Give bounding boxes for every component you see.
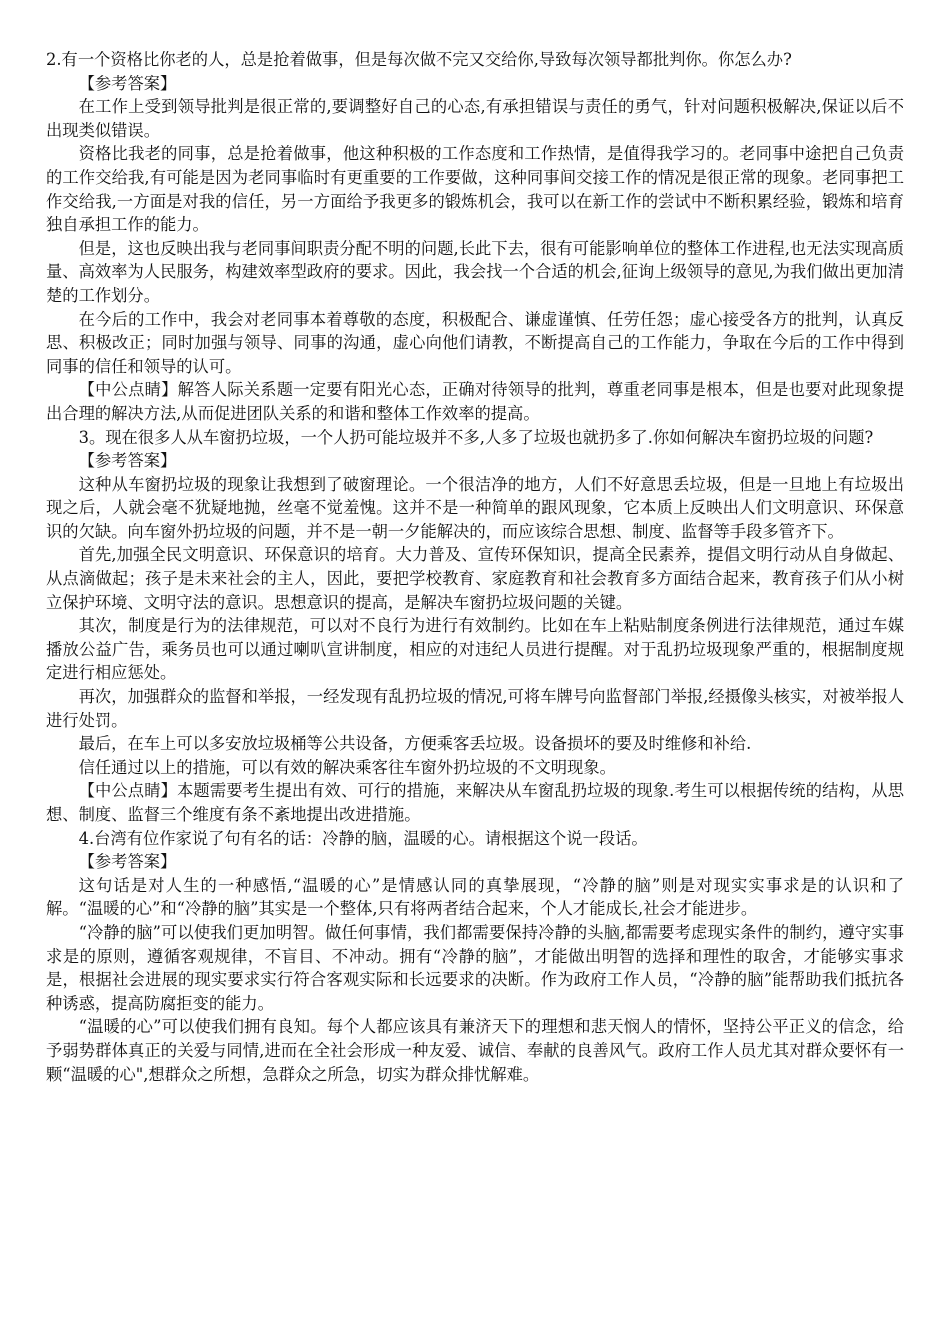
paragraph: 在工作上受到领导批判是很正常的,要调整好自己的心态,有承担错误与责任的勇气，针对问题积极解决,保证以后不出现类似错误。 bbox=[46, 97, 904, 140]
question-3: 3。现在很多人从车窗扔垃圾，一个人扔可能垃圾并不多,人多了垃圾也就扔多了.你如何解决车窗扔垃圾的问题? bbox=[78, 427, 874, 447]
paragraph: 首先,加强全民文明意识、环保意识的培育。大力普及、宣传环保知识，提高全民素养，提倡文明行动从自身做起、从点滴做起；孩子是未来社会的主人，因此，要把学校教育、家庭教育和社会教育多方面结合起来，教育孩子们从小树立保护环境、文明守法的意识。思想意识的提高，是解决车窗扔垃圾问题的关键。 bbox=[46, 545, 904, 612]
paragraph: 其次，制度是行为的法律规范，可以对不良行为进行有效制约。比如在车上粘贴制度条例进行法律规范，通过车媒播放公益广告，乘务员也可以通过喇叭宣讲制度，相应的对违纪人员进行提醒。对于乱扔垃圾现象严重的，根据制度规定进行相应惩处。 bbox=[46, 616, 904, 683]
paragraph: “温暖的心”可以使我们拥有良知。每个人都应该具有兼济天下的理想和悲天悯人的情怀，坚持公平正义的信念，给予弱势群体真正的关爱与同情,进而在全社会形成一种友爱、诚信、奉献的良善风气。政府工作人员尤其对群众要怀有一颗“温暖的心",想群众之所想，急群众之所急，切实为群众排忧解难。 bbox=[46, 1017, 904, 1084]
paragraph: 再次，加强群众的监督和举报，一经发现有乱扔垃圾的情况,可将车牌号向监督部门举报,经摄像头核实，对被举报人进行处罚。 bbox=[46, 687, 904, 730]
question-4: 4.台湾有位作家说了句有名的话：冷静的脑，温暖的心。请根据这个说一段话。 bbox=[78, 828, 648, 848]
document-page bbox=[46, 48, 904, 1086]
paragraph: 信任通过以上的措施，可以有效的解决乘客往车窗外扔垃圾的不文明现象。 bbox=[78, 757, 616, 777]
paragraph: 在今后的工作中，我会对老同事本着尊敬的态度，积极配合、谦虚谨慎、任劳任怨；虚心接受各方的批判，认真反思、积极改正；同时加强与领导、同事的沟通，虚心向他们请教，不断提高自己的工作能力，争取在今后的工作中得到同事的信任和领导的认可。 bbox=[46, 309, 904, 376]
commentary-2: 【中公点睛】解答人际关系题一定要有阳光心态，正确对待领导的批判，尊重老同事是根本，但是也要对此现象提出合理的解决方法,从而促进团队关系的和谐和整体工作效率的提高。 bbox=[46, 380, 904, 423]
answer-heading-2: 【参考答案】 bbox=[78, 73, 177, 93]
paragraph: 这句话是对人生的一种感悟,“温暖的心”是情感认同的真挚展现，“冷静的脑”则是对现实实事求是的认识和了解。“温暖的心”和“冷静的脑”其实是一个整体,只有将两者结合起来，个人才能成长,社会才能进步。 bbox=[46, 875, 904, 919]
answer-heading-3: 【参考答案】 bbox=[78, 451, 177, 471]
paragraph: 最后，在车上可以多安放垃圾桶等公共设备，方便乘客丢垃圾。设备损坏的要及时维修和补给. bbox=[78, 734, 752, 754]
commentary-3: 【中公点睛】本题需要考生提出有效、可行的措施，来解决从车窗乱扔垃圾的现象.考生可以根据传统的结构，从思想、制度、监督三个维度有条不紊地提出改进措施。 bbox=[46, 781, 904, 824]
question-2: 2.有一个资格比你老的人，总是抢着做事，但是每次做不完又交给你,导致每次领导都批判你。你怎么办? bbox=[46, 50, 792, 69]
paragraph: “冷静的脑”可以使我们更加明智。做任何事情，我们都需要保持冷静的头脑,都需要考虑现实条件的制约，遵守实事求是的原则，遵循客观规律，不盲目、不冲动。拥有“冷静的脑”，才能做出明智的选择和理性的取舍，才能够实事求是，根据社会进展的现实要求实行符合客观实际和长远要求的决断。作为政府工作人员，“冷静的脑”能帮助我们抵抗各种诱惑，提高防腐拒变的能力。 bbox=[46, 922, 904, 1013]
answer-heading-4: 【参考答案】 bbox=[78, 852, 177, 872]
paragraph: 这种从车窗扔垃圾的现象让我想到了破窗理论。一个很洁净的地方，人们不好意思丢垃圾，但是一旦地上有垃圾出现之后，人就会毫不犹疑地抛，丝毫不觉羞愧。这并不是一种简单的跟风现象，它本质上反映出人们文明意识、环保意识的欠缺。向车窗外扔垃圾的问题，并不是一朝一夕能解决的，而应该综合思想、制度、监督等手段多管齐下。 bbox=[46, 474, 904, 541]
paragraph: 但是，这也反映出我与老同事间职责分配不明的问题,长此下去，很有可能影响单位的整体工作进程,也无法实现高质量、高效率为人民服务，构建效率型政府的要求。因此，我会找一个合适的机会,征询上级领导的意见,为我们做出更加清楚的工作划分。 bbox=[46, 238, 904, 305]
paragraph: 资格比我老的同事，总是抢着做事，他这种积极的工作态度和工作热情，是值得我学习的。老同事中途把自己负责的工作交给我,有可能是因为老同事临时有更重要的工作要做，这种同事间交接工作的情况是很正常的现象。老同事把工作交给我,一方面是对我的信任，另一方面给予我更多的锻炼机会，我可以在新工作的尝试中不断积累经验，锻炼和培育独自承担工作的能力。 bbox=[46, 144, 904, 235]
